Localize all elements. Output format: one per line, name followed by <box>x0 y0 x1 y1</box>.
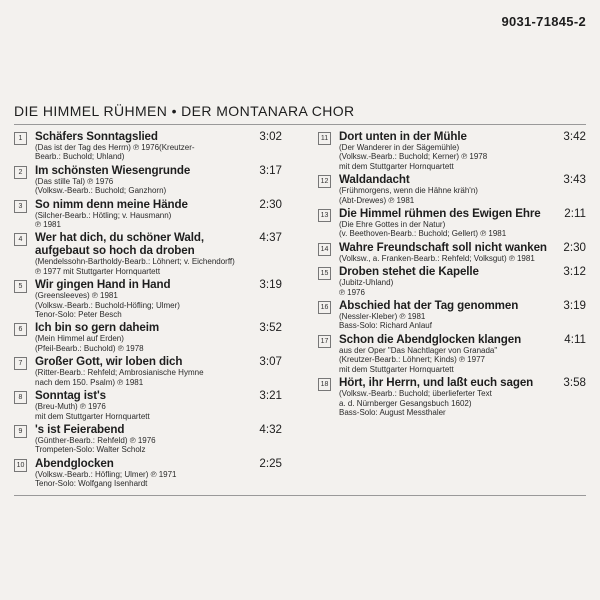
track-title-row <box>35 423 282 436</box>
track-credit-line: ℗ 1976 <box>339 287 365 297</box>
track-item <box>14 231 282 276</box>
track-title: Die Himmel rühmen des Ewigen Ehre <box>339 207 541 221</box>
track-credit-line: (Volksw., a. Franken-Bearb.: Rehfeld; Volksgut) ℗ 1981 <box>339 253 535 263</box>
track-title-row <box>339 333 586 346</box>
track-title: Schäfers Sonntagslied <box>35 130 158 143</box>
track-credit-line: (v. Beethoven-Bearb.: Buchold; Gellert) ℗ 1981 <box>339 229 507 239</box>
track-number-box: 18 <box>318 378 331 391</box>
track-title-row <box>339 207 586 220</box>
track-title: Schon die Abendglocken klangen <box>339 332 522 346</box>
track-item <box>318 376 586 417</box>
track-title-row <box>35 457 282 470</box>
track-item <box>14 130 282 162</box>
track-duration: 4:32 <box>259 422 282 436</box>
track-credit-line: (Volksw.-Bearb.: Buchold; überlieferter Text <box>339 389 492 399</box>
track-title-row <box>35 244 282 257</box>
track-title: Wahre Freundschaft soll nicht wanken <box>339 240 547 254</box>
track-credit-line: Bass-Solo: August Messthaler <box>339 407 446 417</box>
track-title-row <box>35 389 282 402</box>
track-credit-line: (Nessler-Kleber) ℗ 1981 <box>339 312 426 322</box>
track-title: Abschied hat der Tag genommen <box>339 299 519 313</box>
track-duration: 3:42 <box>563 130 586 143</box>
track-number-box: 9 <box>14 425 27 438</box>
track-title-row <box>35 198 282 211</box>
track-item <box>318 173 586 205</box>
track-duration: 4:37 <box>259 231 282 245</box>
catalog-number: 9031-71845-2 <box>501 14 586 29</box>
track-duration: 3:07 <box>259 355 282 369</box>
track-item <box>14 198 282 230</box>
track-item <box>318 265 586 297</box>
track-item <box>318 299 586 331</box>
track-item <box>14 355 282 387</box>
track-number-box: 17 <box>318 335 331 348</box>
track-credits <box>339 220 586 239</box>
track-credit-line: (Der Wanderer in der Sägemühle) <box>339 143 460 152</box>
track-title-row <box>339 130 586 143</box>
track-credit-line: a. d. Nürnberger Gesangsbuch 1602) <box>339 398 472 408</box>
track-number-box: 1 <box>14 132 27 145</box>
track-item <box>14 278 282 319</box>
track-credit-line: Bass-Solo: Richard Anlauf <box>339 321 432 331</box>
track-number-box: 8 <box>14 391 27 404</box>
track-credit-line: ℗ 1977 mit Stuttgarter Hornquartett <box>35 266 161 276</box>
track-credit-line: (Jubitz-Uhland) <box>339 278 394 288</box>
track-number-box: 10 <box>14 459 27 472</box>
track-title-row <box>35 278 282 291</box>
track-number-box: 3 <box>14 200 27 213</box>
track-credit-line: (Mein Himmel auf Erden) <box>35 334 124 344</box>
track-credits <box>35 470 282 489</box>
track-title: Im schönsten Wiesengrunde <box>35 163 191 177</box>
track-credit-line: (Das stille Tal) ℗ 1976 <box>35 176 114 186</box>
track-number-box: 15 <box>318 267 331 280</box>
tracklist-left-column <box>14 130 282 491</box>
tracklist-right-column <box>318 130 586 419</box>
track-credits <box>35 291 282 319</box>
track-title-row <box>339 173 586 186</box>
track-credit-line: nach dem 150. Psalm) ℗ 1981 <box>35 377 144 387</box>
track-number-box: 11 <box>318 132 331 145</box>
track-credits <box>339 312 586 331</box>
track-title: Wir gingen Hand in Hand <box>35 278 171 292</box>
track-credit-line: mit dem Stuttgarter Hornquartett <box>339 161 454 171</box>
track-credit-line: (Breu-Muth) ℗ 1976 <box>35 402 106 412</box>
track-title: So nimm denn meine Hände <box>35 197 188 211</box>
track-item <box>14 423 282 455</box>
track-credit-line: ℗ 1981 <box>35 220 61 230</box>
track-credit-line: (Abt-Drewes) ℗ 1981 <box>339 195 415 205</box>
track-title-row <box>339 299 586 312</box>
track-item <box>14 457 282 489</box>
track-title-row <box>35 355 282 368</box>
track-title-row <box>339 265 586 278</box>
track-credits <box>339 186 586 205</box>
track-credits <box>35 436 282 455</box>
track-title-row <box>35 130 282 143</box>
track-credit-line: mit dem Stuttgarter Hornquartett <box>339 364 454 374</box>
track-item <box>318 333 586 374</box>
track-item <box>14 164 282 196</box>
track-credit-line: (Volksw.-Bearb.: Höfling; Ulmer) ℗ 1971 <box>35 469 177 479</box>
track-title: Großer Gott, wir loben dich <box>35 355 183 369</box>
track-duration: 4:11 <box>564 332 586 346</box>
track-duration: 3:21 <box>259 389 282 403</box>
track-credits <box>35 177 282 196</box>
track-number-box: 5 <box>14 280 27 293</box>
track-number-box: 6 <box>14 323 27 336</box>
track-credits <box>339 346 586 374</box>
track-credit-line: Bearb.: Buchold; Uhland) <box>35 152 125 162</box>
track-credit-line: (Volksw.-Bearb.: Buchold-Höfling; Ulmer) <box>35 300 180 310</box>
track-credits <box>35 334 282 353</box>
track-credits <box>339 254 586 263</box>
track-title: aufgebaut so hoch da droben <box>35 244 195 258</box>
track-item <box>318 130 586 171</box>
track-credit-line: (Silcher-Bearb.: Hötling; v. Hausmann) <box>35 210 172 220</box>
track-duration: 2:30 <box>259 197 282 211</box>
track-credits <box>35 402 282 421</box>
track-credits <box>339 143 586 171</box>
track-title-row <box>35 321 282 334</box>
track-duration: 3:52 <box>259 321 282 335</box>
track-duration: 3:19 <box>259 278 282 292</box>
track-credit-line: (Greensleeves) ℗ 1981 <box>35 291 118 301</box>
track-credit-line: (Kreutzer-Bearb.: Löhnert; Kinds) ℗ 1977 <box>339 355 485 365</box>
track-number-box: 2 <box>14 166 27 179</box>
track-duration: 3:58 <box>563 376 586 390</box>
track-number-box: 4 <box>14 233 27 246</box>
track-number-box: 13 <box>318 209 331 222</box>
track-duration: 3:17 <box>259 163 282 177</box>
track-item <box>318 241 586 263</box>
track-title-row <box>339 376 586 389</box>
track-title-row <box>35 231 282 244</box>
track-credit-line: Trompeten-Solo: Walter Scholz <box>35 445 146 455</box>
track-credit-line: Tenor-Solo: Peter Besch <box>35 310 122 320</box>
track-title: Droben stehet die Kapelle <box>339 265 479 279</box>
bottom-divider <box>14 495 586 496</box>
track-credit-line: (Ritter-Bearb.: Rehfeld; Ambrosianische Hymne <box>35 368 204 378</box>
track-duration: 2:25 <box>259 456 282 470</box>
track-credits <box>339 389 586 417</box>
track-number-box: 12 <box>318 175 331 188</box>
track-credit-line: (Die Ehre Gottes in der Natur) <box>339 220 446 230</box>
track-credits <box>35 257 282 276</box>
track-duration: 3:19 <box>563 299 586 313</box>
track-title: Abendglocken <box>35 456 114 470</box>
track-credit-line: (Das ist der Tag des Herrn) ℗ 1976(Kreutzer- <box>35 143 195 152</box>
track-credit-line: Tenor-Solo: Wolfgang Isenhardt <box>35 479 148 489</box>
track-credit-line: (Günther-Bearb.: Rehfeld) ℗ 1976 <box>35 435 156 445</box>
track-credit-line: aus der Oper "Das Nachtlager von Granada" <box>339 345 498 355</box>
track-title-row <box>35 164 282 177</box>
track-credits <box>35 143 282 162</box>
track-title: 's ist Feierabend <box>35 422 125 436</box>
track-number-box: 7 <box>14 357 27 370</box>
track-credit-line: (Frühmorgens, wenn die Hähne kräh'n) <box>339 186 478 196</box>
track-credits <box>339 278 586 297</box>
track-title: Ich bin so gern daheim <box>35 321 160 335</box>
track-duration: 2:30 <box>563 240 586 254</box>
track-duration: 2:11 <box>564 207 586 221</box>
track-item <box>318 207 586 239</box>
track-duration: 3:43 <box>563 173 586 187</box>
track-item <box>14 389 282 421</box>
track-item <box>14 321 282 353</box>
track-credit-line: (Mendelssohn-Bartholdy-Bearb.: Löhnert; v. Eichendorff) <box>35 257 235 267</box>
track-credit-line: mit dem Stuttgarter Hornquartett <box>35 411 150 421</box>
track-title: Sonntag ist's <box>35 389 107 403</box>
track-title: Hört, ihr Herrn, und laßt euch sagen <box>339 376 534 390</box>
track-credit-line: (Volksw.-Bearb.: Buchold; Kerner) ℗ 1978 <box>339 152 488 162</box>
track-credits <box>35 211 282 230</box>
track-title: Wer hat dich, du schöner Wald, <box>35 231 204 245</box>
album-title: DIE HIMMEL RÜHMEN • DER MONTANARA CHOR <box>14 103 355 119</box>
track-title: Waldandacht <box>339 173 410 187</box>
track-credits <box>35 368 282 387</box>
track-credit-line: (Volksw.-Bearb.: Buchold; Ganzhorn) <box>35 186 167 196</box>
track-duration: 3:12 <box>563 265 586 279</box>
track-number-box: 14 <box>318 243 331 256</box>
track-title: Dort unten in der Mühle <box>339 130 467 143</box>
track-title-row <box>339 241 586 254</box>
track-credit-line: (Pfeil-Bearb.: Buchold) ℗ 1978 <box>35 343 144 353</box>
track-number-box: 16 <box>318 301 331 314</box>
top-divider <box>14 124 586 125</box>
track-duration: 3:02 <box>259 130 282 143</box>
